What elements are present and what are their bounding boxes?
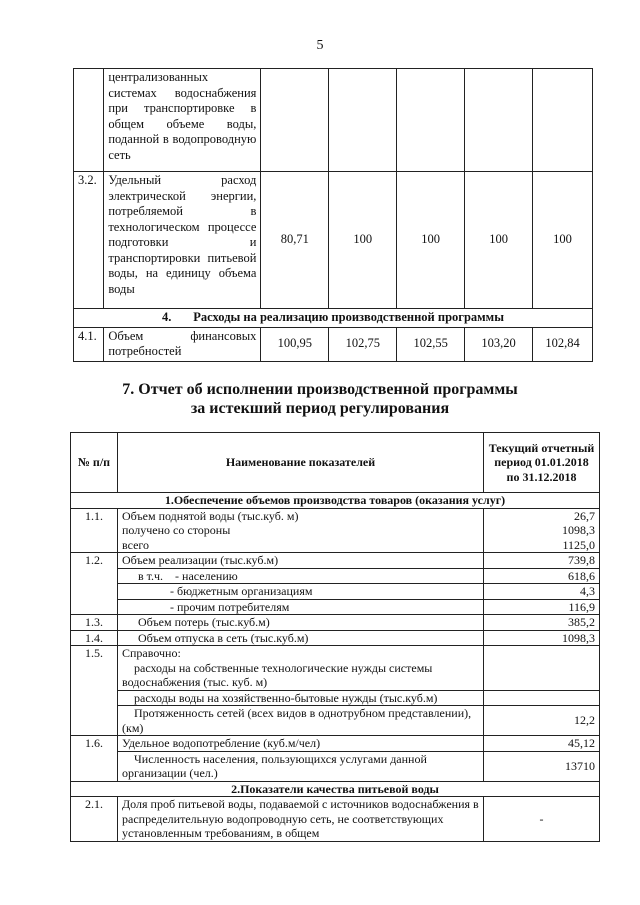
indicator-name: Объем финансовых потребностей (104, 327, 261, 361)
column-header: Наименование показателей (118, 433, 484, 493)
section-title: 2.Показатели качества питьевой воды (71, 781, 600, 797)
indicator-name: Доля проб питьевой воды, подаваемой с источников водоснабжения в распределительную водопроводную сеть, не соответствующих установленным требованиям, в общем (118, 797, 484, 842)
value-cell: 102,84 (533, 327, 593, 361)
value-cell: 80,71 (261, 172, 329, 309)
section-row (71, 493, 600, 509)
header-row (71, 433, 600, 493)
table-row (71, 736, 600, 752)
value-cell: 385,2 (484, 615, 600, 631)
indicator-name: Объем отпуска в сеть (тыс.куб.м) (118, 630, 484, 646)
table-row (71, 630, 600, 646)
table-row (71, 599, 600, 615)
indicator-name: - бюджетным организациям (118, 584, 484, 600)
value-cell: 100 (465, 172, 533, 309)
indicator-name: расходы воды на хозяйственно-бытовые нужды (тыс.куб.м) (118, 690, 484, 706)
page-number: 5 (316, 38, 324, 53)
value-cell: 13710 (484, 751, 600, 781)
indicator-name: Протяженность сетей (всех видов в однотрубном представлении), (км) (118, 706, 484, 736)
row-number: 1.1. (71, 508, 118, 553)
section-title: Расходы на реализацию производственной программы (193, 310, 504, 324)
row-number: 1.6. (71, 736, 118, 752)
table-row (71, 706, 600, 736)
column-header: № п/п (71, 433, 118, 493)
table-row: в т.ч. - населению 618,6 (71, 568, 600, 584)
value-cell: 739,8 (484, 553, 600, 569)
value-cell: 12,2 (484, 706, 600, 736)
value-cell: 618,6 (484, 568, 600, 584)
value-cell: 102,75 (329, 327, 397, 361)
value-cell: 1098,3 (484, 630, 600, 646)
table-row (71, 661, 600, 691)
column-header: Текущий отчетный период 01.01.2018 по 31.12.2018 (484, 433, 600, 493)
value-cell: 103,20 (465, 327, 533, 361)
section-title: 1.Обеспечение объемов производства товаров (оказания услуг) (71, 493, 600, 509)
table-row (71, 751, 600, 781)
table-row (74, 172, 593, 309)
value-cell: 100,95 (261, 327, 329, 361)
value-cell: 116,9 (484, 599, 600, 615)
section-heading: 7. Отчет об исполнении производственной программы за истекший период регулирования (122, 381, 518, 417)
indicator-name: расходы на собственные технологические нужды системы водоснабжения (тыс. куб. м) (118, 661, 484, 691)
table-row (74, 69, 593, 172)
value-cell: 102,55 (397, 327, 465, 361)
table-row (71, 646, 600, 661)
value-cell (484, 661, 600, 691)
indicator-name: Объем реализации (тыс.куб.м) (118, 553, 484, 569)
row-number: 1.2. (71, 553, 118, 569)
table-row (71, 615, 600, 631)
value-cell: 100 (329, 172, 397, 309)
row-number: 1.4. (71, 630, 118, 646)
indicator-name: Справочно: (118, 646, 484, 661)
value-cell: - (484, 797, 600, 842)
indicator-name: Удельное водопотребление (куб.м/чел) (118, 736, 484, 752)
section-row (71, 781, 600, 797)
value-cell (484, 690, 600, 706)
table-row (71, 553, 600, 569)
indicator-name: Удельный расход электрической энергии, потребляемой в технологическом процессе подготовки и транспортировки питьевой воды, на единицу объема воды (104, 172, 261, 309)
program-indicators-table (73, 68, 593, 362)
value-cell: 4,3 (484, 584, 600, 600)
row-number: 1.3. (71, 615, 118, 631)
table-row (71, 690, 600, 706)
row-number: 4.1. (74, 327, 104, 361)
table-row: 1.1. Объем поднятой воды (тыс.куб. м) получено со стороны всего 26,7 1098,3 1125,0 (71, 508, 600, 553)
indicator-name: Численность населения, пользующихся услугами данной организации (чел.) (118, 751, 484, 781)
indicator-name: Объем потерь (тыс.куб.м) (118, 615, 484, 631)
row-number: 2.1. (71, 797, 118, 842)
value-cell: 45,12 (484, 736, 600, 752)
value-cell: 100 (533, 172, 593, 309)
row-number: 3.2. (74, 172, 104, 309)
value-cell: 100 (397, 172, 465, 309)
report-table (70, 432, 600, 842)
section-row (74, 309, 593, 328)
section-number: 4. (162, 310, 172, 324)
indicator-name: централизованных системах водоснабжения при транспортировке в общем объеме воды, поданной в водопроводную сеть (104, 69, 261, 172)
table-row (71, 797, 600, 842)
table-row (71, 584, 600, 600)
table-row (74, 327, 593, 361)
indicator-name: - прочим потребителям (118, 599, 484, 615)
row-number: 1.5. (71, 646, 118, 661)
